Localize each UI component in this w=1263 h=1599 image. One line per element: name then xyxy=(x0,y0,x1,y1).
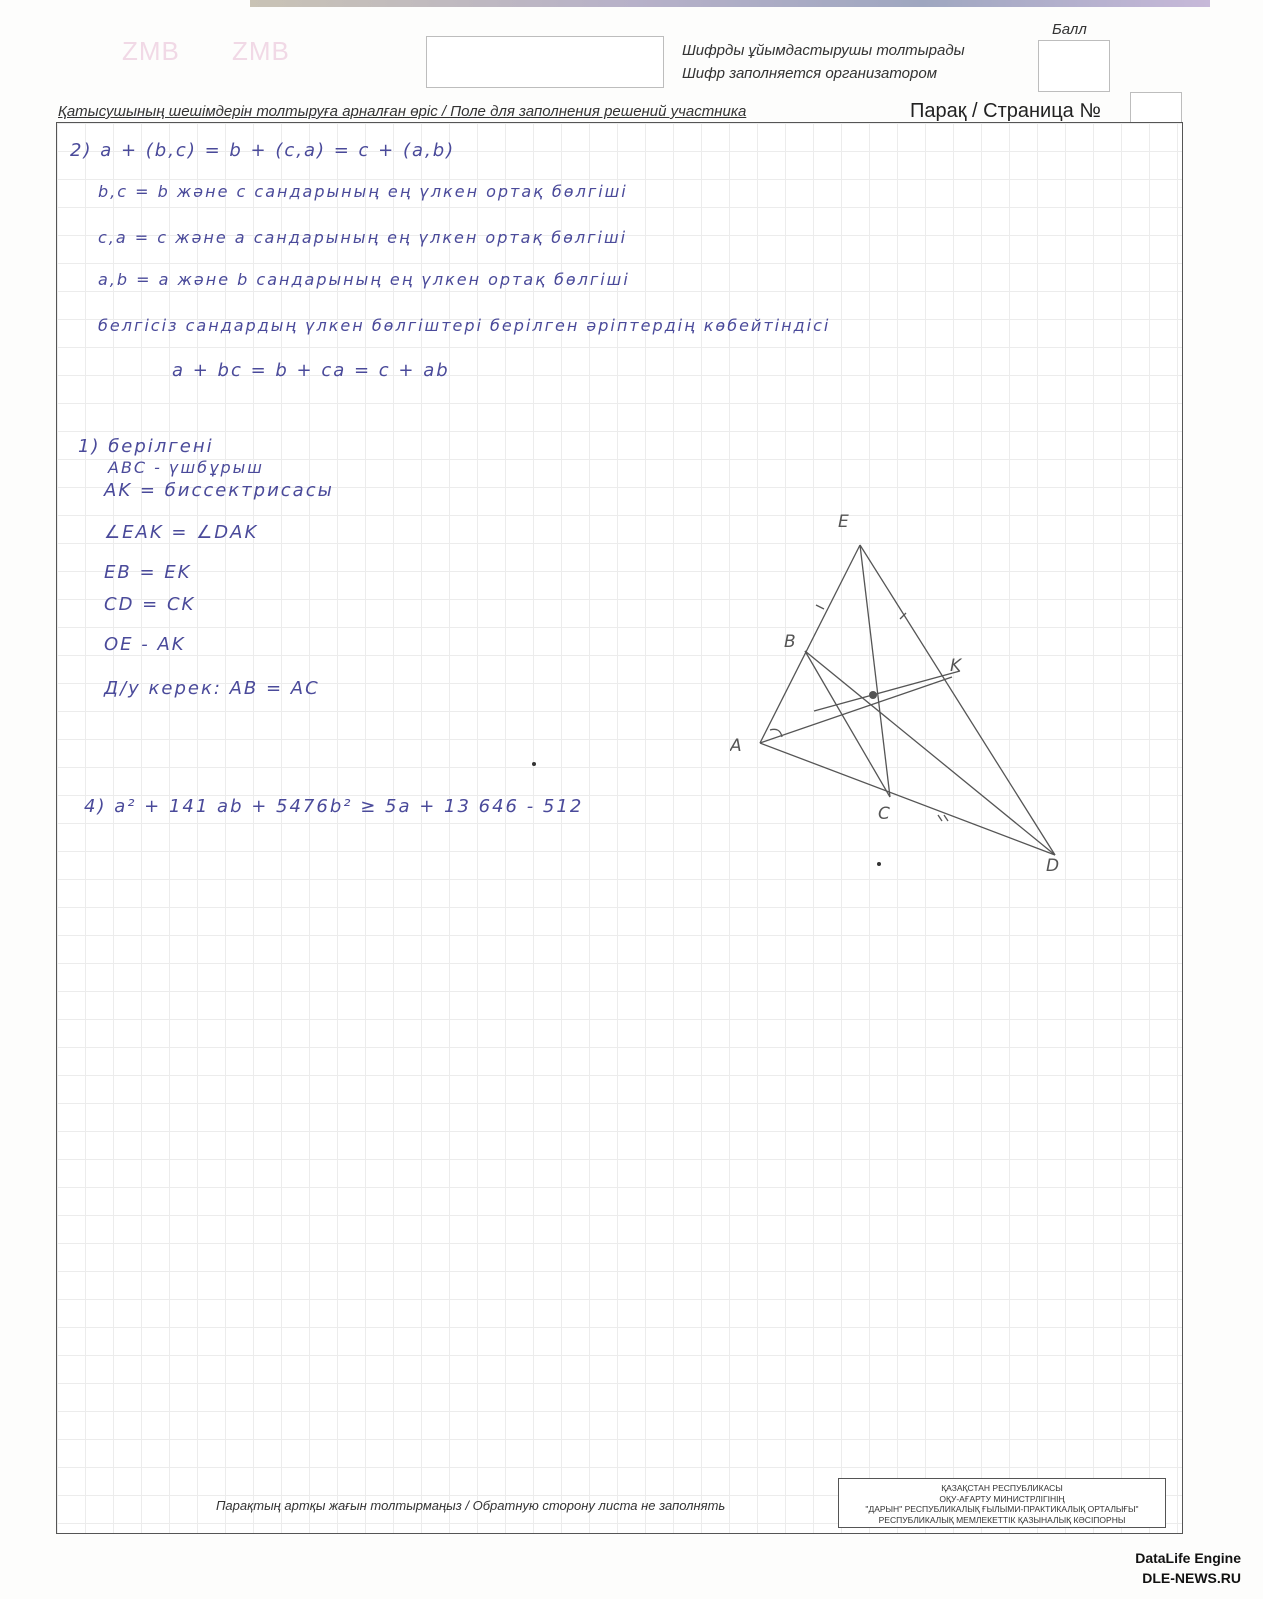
part1-oe: OE - AK xyxy=(104,634,186,655)
part1-given: 1) берілгені xyxy=(78,436,214,457)
label-K: K xyxy=(950,656,962,676)
part2-line1: 2) a + (b,c) = b + (c,a) = c + (a,b) xyxy=(70,140,456,161)
label-A: A xyxy=(730,736,742,756)
triangle-figure xyxy=(730,505,1070,875)
organizer-note-ru: Шифр заполняется организатором xyxy=(682,65,937,82)
ministry-stamp xyxy=(838,1478,1166,1528)
side-AD xyxy=(760,743,1055,855)
label-D: D xyxy=(1046,856,1060,875)
watermark-right: ZMB xyxy=(232,36,290,66)
ministry-line-1: ҚАЗАҚСТАН РЕСПУБЛИКАСЫ xyxy=(941,1483,1063,1493)
ministry-line-3: "ДАРЫН" РЕСПУБЛИКАЛЫҚ ҒЫЛЫМИ-ПРАКТИКАЛЫҚ ОРТАЛЫҒЫ" xyxy=(865,1504,1139,1514)
part1-prove: Д/у керек: AB = AC xyxy=(104,678,320,699)
part1-bisector: AK = биссектрисасы xyxy=(104,480,334,501)
ministry-line-2: ОҚУ-АҒАРТУ МИНИСТРЛІГІНІҢ xyxy=(939,1493,1065,1504)
label-B: B xyxy=(784,632,796,652)
part2-line2: b,c = b және c сандарының ең үлкен ортақ бөлгіші xyxy=(98,182,628,201)
color-calibration-strip xyxy=(250,0,1210,7)
part2-line6: a + bc = b + ca = c + ab xyxy=(172,360,450,381)
intersection-point-O xyxy=(869,691,877,699)
brand-line-2: DLE-NEWS.RU xyxy=(1142,1570,1241,1586)
brand-line-1: DataLife Engine xyxy=(1135,1550,1241,1566)
score-box[interactable] xyxy=(1038,40,1110,92)
watermark-left: ZMB xyxy=(122,36,180,66)
tick-CD-2 xyxy=(944,815,948,821)
part1-triangle: ABC - үшбұрыш xyxy=(108,458,264,477)
cipher-box[interactable] xyxy=(426,36,664,88)
ministry-line-4: РЕСПУБЛИКАЛЫҚ МЕМЛЕКЕТТІК ҚАЗЫНАЛЫҚ КӘСІПОРНЫ xyxy=(878,1514,1126,1525)
field-title: Қатысушының шешімдерін толтыруға арналған өріс / Поле для заполнения решений участника xyxy=(58,103,747,120)
label-C: C xyxy=(878,804,890,824)
stray-dot xyxy=(877,862,881,866)
part2-line5: белгісіз сандардың үлкен бөлгіштері берілген әріптердің көбейтіндісі xyxy=(98,316,831,335)
part1-cd: CD = CK xyxy=(104,594,196,615)
segment-EC xyxy=(860,545,890,797)
part1-eb: EB = EK xyxy=(104,562,192,583)
segment-BC xyxy=(805,651,890,797)
segment-BD xyxy=(805,651,1055,855)
page-number-label: Парақ / Страница № xyxy=(910,100,1101,122)
part2-line3: c,a = c және a сандарының ең үлкен ортақ бөлгіші xyxy=(98,228,628,247)
part1-angle: ∠EAK = ∠DAK xyxy=(104,522,259,543)
score-label: Балл xyxy=(1052,21,1087,38)
stray-dot xyxy=(532,762,536,766)
tick-EB xyxy=(816,605,824,609)
tick-CD-1 xyxy=(938,815,942,821)
organizer-note-kz: Шифрды ұйымдастырушы толтырады xyxy=(682,42,965,59)
footer-note: Парақтың артқы жағын толтырмаңыз / Обратную сторону листа не заполнять xyxy=(216,1498,726,1513)
label-E: E xyxy=(838,512,849,532)
part4-line: 4) a² + 141 ab + 5476b² ≥ 5a + 13 646 - 512 xyxy=(84,796,584,817)
part2-line4: a,b = a және b сандарының ең үлкен ортақ бөлгіші xyxy=(98,270,630,289)
